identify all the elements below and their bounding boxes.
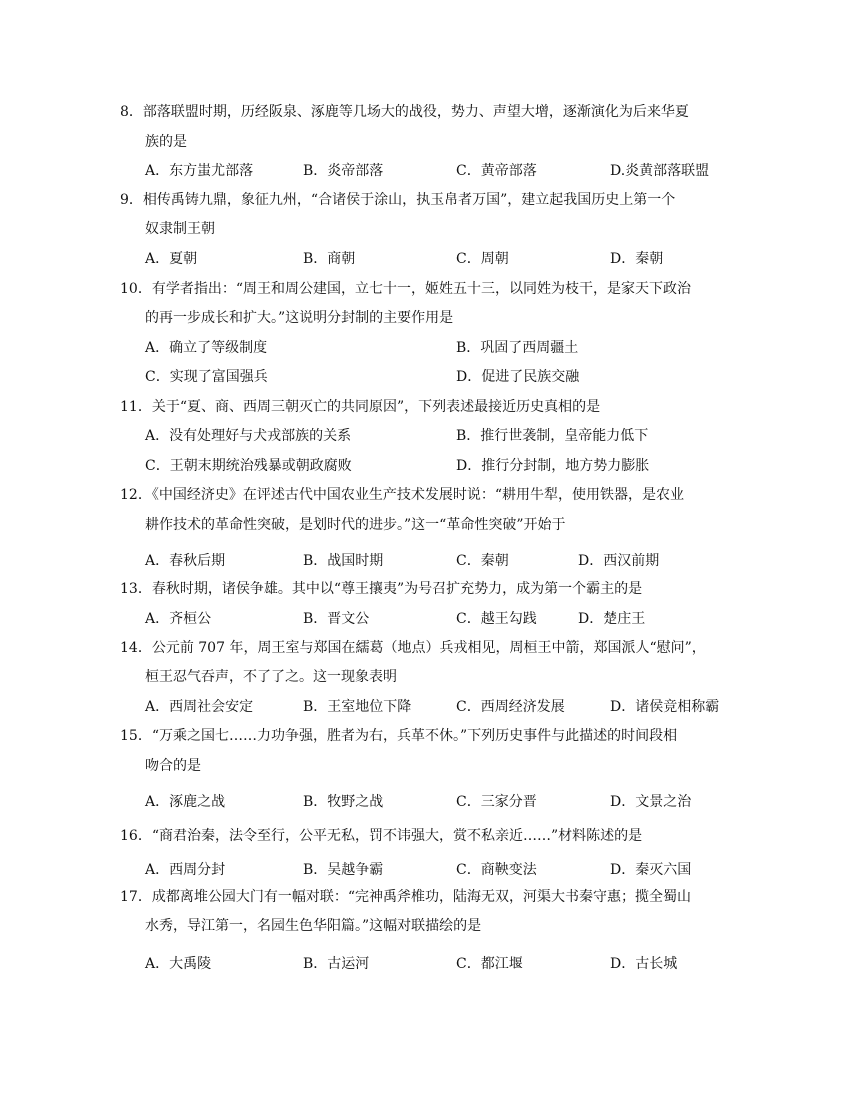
question-9-option-a: A．夏朝 bbox=[145, 251, 198, 267]
question-17-option-d: D．古长城 bbox=[610, 956, 678, 972]
question-11-option-b: B．推行世袭制，皇帝能力低下 bbox=[456, 428, 649, 444]
question-16-option-b: B．吴越争霸 bbox=[303, 862, 384, 878]
question-9-line-1: 9．相传禹铸九鼎，象征九州，“合诸侯于涂山，执玉帛者万国”，建立起我国历史上第一个 bbox=[120, 192, 676, 208]
question-13-line-1: 13．春秋时期，诸侯争雄。其中以“尊王攘夷”为号召扩充势力，成为第一个霸主的是 bbox=[120, 581, 643, 597]
question-10-option-d: D．促进了民族交融 bbox=[456, 369, 580, 385]
question-10-option-c: C．实现了富国强兵 bbox=[145, 369, 268, 385]
question-9-option-d: D．秦朝 bbox=[610, 251, 664, 267]
question-14-option-c: C．西周经济发展 bbox=[456, 699, 565, 715]
question-16-option-c: C．商鞅变法 bbox=[456, 862, 537, 878]
question-15-option-b: B．牧野之战 bbox=[303, 794, 384, 810]
question-10-line-2: 的再一步成长和扩大。”这说明分封制的主要作用是 bbox=[145, 310, 454, 326]
question-9-line-2: 奴隶制王朝 bbox=[145, 221, 215, 237]
question-14-line-2: 桓王忍气吞声，不了了之。这一现象表明 bbox=[145, 669, 397, 685]
question-11-line-1: 11．关于“夏、商、西周三朝灭亡的共同原因”，下列表述最接近历史真相的是 bbox=[120, 399, 601, 415]
question-17-option-a: A．大禹陵 bbox=[145, 956, 212, 972]
question-13-option-c: C．越王勾践 bbox=[456, 611, 537, 627]
question-8-option-d: D.炎黄部落联盟 bbox=[610, 163, 710, 179]
question-17-option-b: B．古运河 bbox=[303, 956, 370, 972]
question-8-option-a: A．东方蚩尤部落 bbox=[145, 163, 254, 179]
question-14-line-1: 14．公元前 707 年，周王室与郑国在繻葛（地点）兵戎相见，周桓王中箭，郑国派人“慰问”， bbox=[120, 640, 706, 656]
question-15-line-1: 15．“万乘之国七……力功争强，胜者为右，兵革不休。”下列历史事件与此描述的时间段相 bbox=[120, 728, 678, 744]
question-12-option-c: C．秦朝 bbox=[456, 553, 509, 569]
question-9-option-b: B．商朝 bbox=[303, 251, 356, 267]
question-11-option-d: D．推行分封制，地方势力膨胀 bbox=[456, 458, 650, 474]
question-8-line-2: 族的是 bbox=[145, 134, 187, 150]
question-16-line-1: 16．“商君治秦，法令至行，公平无私，罚不讳强大，赏不私亲近……”材料陈述的是 bbox=[120, 828, 643, 844]
question-14-option-a: A．西周社会安定 bbox=[145, 699, 254, 715]
question-11-option-c: C．王朝末期统治残暴或朝政腐败 bbox=[145, 458, 352, 474]
question-14-option-b: B．王室地位下降 bbox=[303, 699, 412, 715]
question-8-option-c: C．黄帝部落 bbox=[456, 163, 537, 179]
question-13-option-d: D．楚庄王 bbox=[578, 611, 646, 627]
question-11-option-a: A．没有处理好与犬戎部族的关系 bbox=[145, 428, 352, 444]
question-8-line-1: 8．部落联盟时期，历经阪泉、涿鹿等几场大的战役，势力、声望大增，逐渐演化为后来华夏 bbox=[120, 104, 689, 120]
question-16-option-a: A．西周分封 bbox=[145, 862, 226, 878]
question-12-line-2: 耕作技术的革命性突破，是划时代的进步。”这一“革命性突破”开始于 bbox=[145, 517, 566, 533]
question-10-line-1: 10．有学者指出：“周王和周公建国，立七十一，姬姓五十三，以同姓为枝干，是家天下政治 bbox=[120, 281, 691, 297]
question-15-option-c: C．三家分晋 bbox=[456, 794, 537, 810]
question-12-option-a: A．春秋后期 bbox=[145, 553, 226, 569]
question-15-option-d: D．文景之治 bbox=[610, 794, 692, 810]
question-13-option-a: A．齐桓公 bbox=[145, 611, 212, 627]
question-17-line-2: 水秀，导江第一，名园生色华阳篇。”这幅对联描绘的是 bbox=[145, 918, 482, 934]
question-14-option-d: D．诸侯竞相称霸 bbox=[610, 699, 720, 715]
question-17-option-c: C．都江堰 bbox=[456, 956, 523, 972]
question-15-option-a: A．涿鹿之战 bbox=[145, 794, 226, 810]
question-16-option-d: D．秦灭六国 bbox=[610, 862, 692, 878]
question-9-option-c: C．周朝 bbox=[456, 251, 509, 267]
question-12-option-d: D．西汉前期 bbox=[578, 553, 660, 569]
question-12-option-b: B．战国时期 bbox=[303, 553, 384, 569]
question-10-option-b: B．巩固了西周疆土 bbox=[456, 340, 579, 356]
question-15-line-2: 吻合的是 bbox=[145, 758, 201, 774]
question-12-line-1: 12．《中国经济史》在评述古代中国农业生产技术发展时说：“耕用牛犁，使用铁器，是农业 bbox=[120, 487, 684, 503]
question-17-line-1: 17．成都离堆公园大门有一幅对联：“完神禹斧椎功，陆海无双，河渠大书秦守惠；揽全蜀山 bbox=[120, 889, 691, 905]
question-13-option-b: B．晋文公 bbox=[303, 611, 370, 627]
question-8-option-b: B．炎帝部落 bbox=[303, 163, 384, 179]
question-10-option-a: A．确立了等级制度 bbox=[145, 340, 268, 356]
